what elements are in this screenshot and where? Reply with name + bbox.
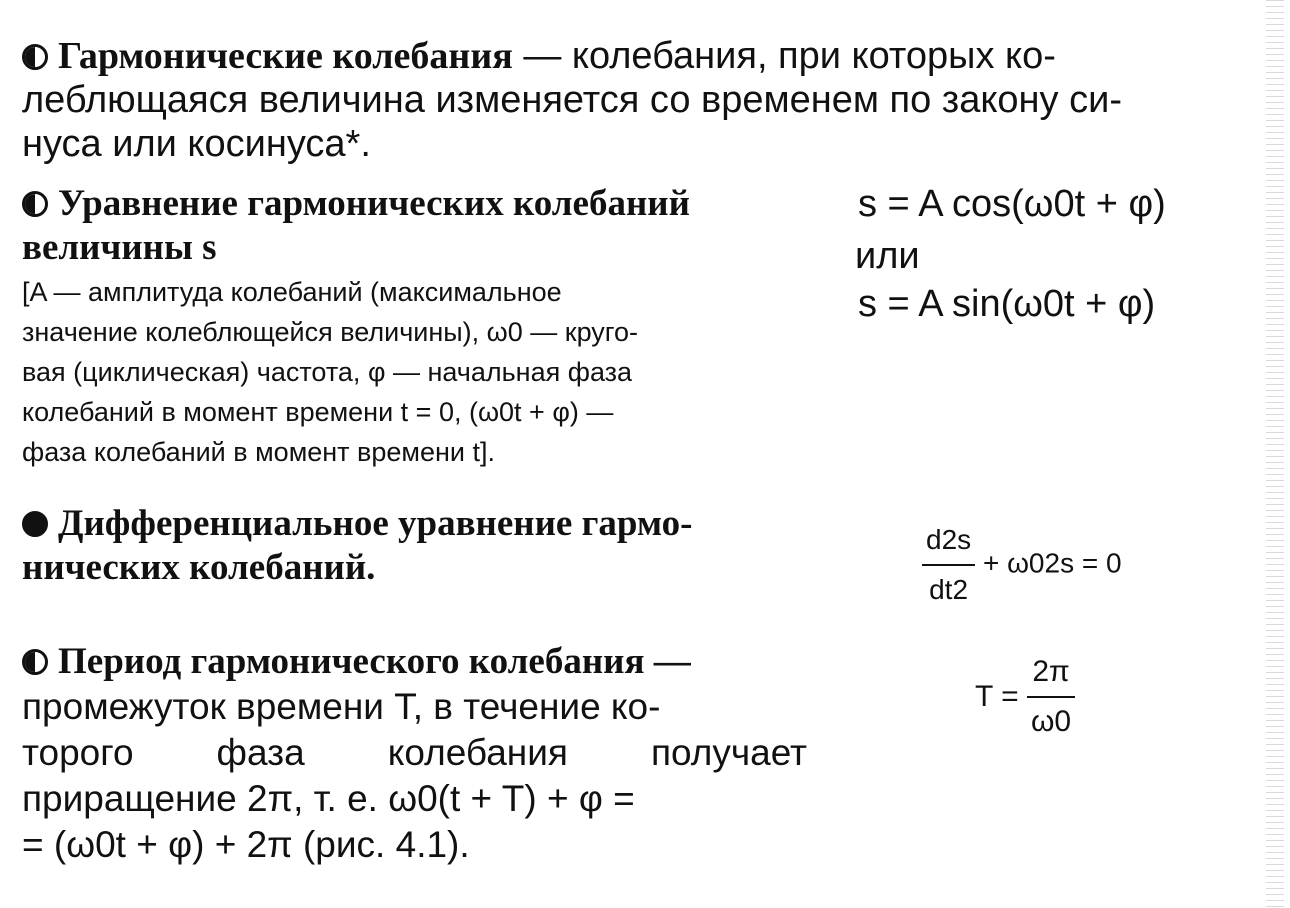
half-circle-icon (22, 649, 48, 675)
formula-period-lhs: T = (975, 680, 1019, 713)
formula-fraction (922, 518, 975, 612)
formula-differential (922, 518, 1122, 612)
fraction-denominator: dt2 (929, 574, 969, 605)
full-circle-icon (22, 511, 48, 537)
period-definition (22, 684, 807, 868)
definition-harmonic-oscillations (22, 34, 1252, 166)
heading-period (22, 640, 691, 684)
formula-or: или (855, 235, 920, 277)
formula-cos: s = A cos(ω0t + φ) (858, 183, 1166, 225)
fraction-numerator: 2π (1027, 650, 1075, 698)
definition-text-line1: — колебания, при которых ко- (512, 35, 1056, 77)
heading-differential-line1: Дифференциальное уравнение гармо- (58, 503, 693, 544)
period-line: торого фаза колебания получает (22, 732, 807, 773)
description-line: [A — амплитуда колебаний (максимальное (22, 277, 562, 307)
fraction-denominator: ω0 (1030, 705, 1072, 738)
heading-differential-line2: нических колебаний. (22, 547, 376, 588)
period-line: приращение 2π, т. е. ω0(t + T) + φ = (22, 778, 635, 819)
description-line: вая (циклическая) частота, φ — начальная фаза (22, 357, 633, 387)
term-harmonic-oscillations: Гармонические колебания (58, 35, 513, 77)
description-line: значение колеблющейся величины), ω0 — круго- (22, 317, 639, 347)
definition-text-line3: нуса или косинуса*. (22, 123, 371, 165)
half-circle-icon (22, 191, 48, 217)
formula-sin: s = A sin(ω0t + φ) (858, 283, 1156, 325)
heading-period-term: Период гармонического колебания (58, 641, 645, 682)
formula-period (975, 650, 1075, 744)
equation-description (22, 272, 800, 472)
half-circle-icon (22, 44, 48, 70)
definition-text-line2: леблющаяся величина изменяется со временем по закону си- (22, 79, 1122, 121)
description-line: колебаний в момент времени t = 0, (ω0t + φ) — (22, 397, 614, 427)
heading-equation-line2: величины s (22, 227, 217, 268)
formula-period-fraction (1027, 650, 1075, 744)
heading-equation-line1: Уравнение гармонических колебаний (58, 183, 690, 224)
description-line: фаза колебаний в момент времени t]. (22, 437, 496, 467)
heading-differential-equation (22, 502, 692, 590)
heading-period-dash: — (644, 641, 691, 682)
period-line: промежуток времени T, в течение ко- (22, 686, 661, 727)
period-line: = (ω0t + φ) + 2π (рис. 4.1). (22, 824, 470, 865)
formula-differential-rest: + ω02s = 0 (982, 547, 1122, 579)
fraction-numerator: d2s (922, 518, 975, 566)
scan-edge-noise (1266, 0, 1284, 908)
heading-equation (22, 182, 690, 270)
